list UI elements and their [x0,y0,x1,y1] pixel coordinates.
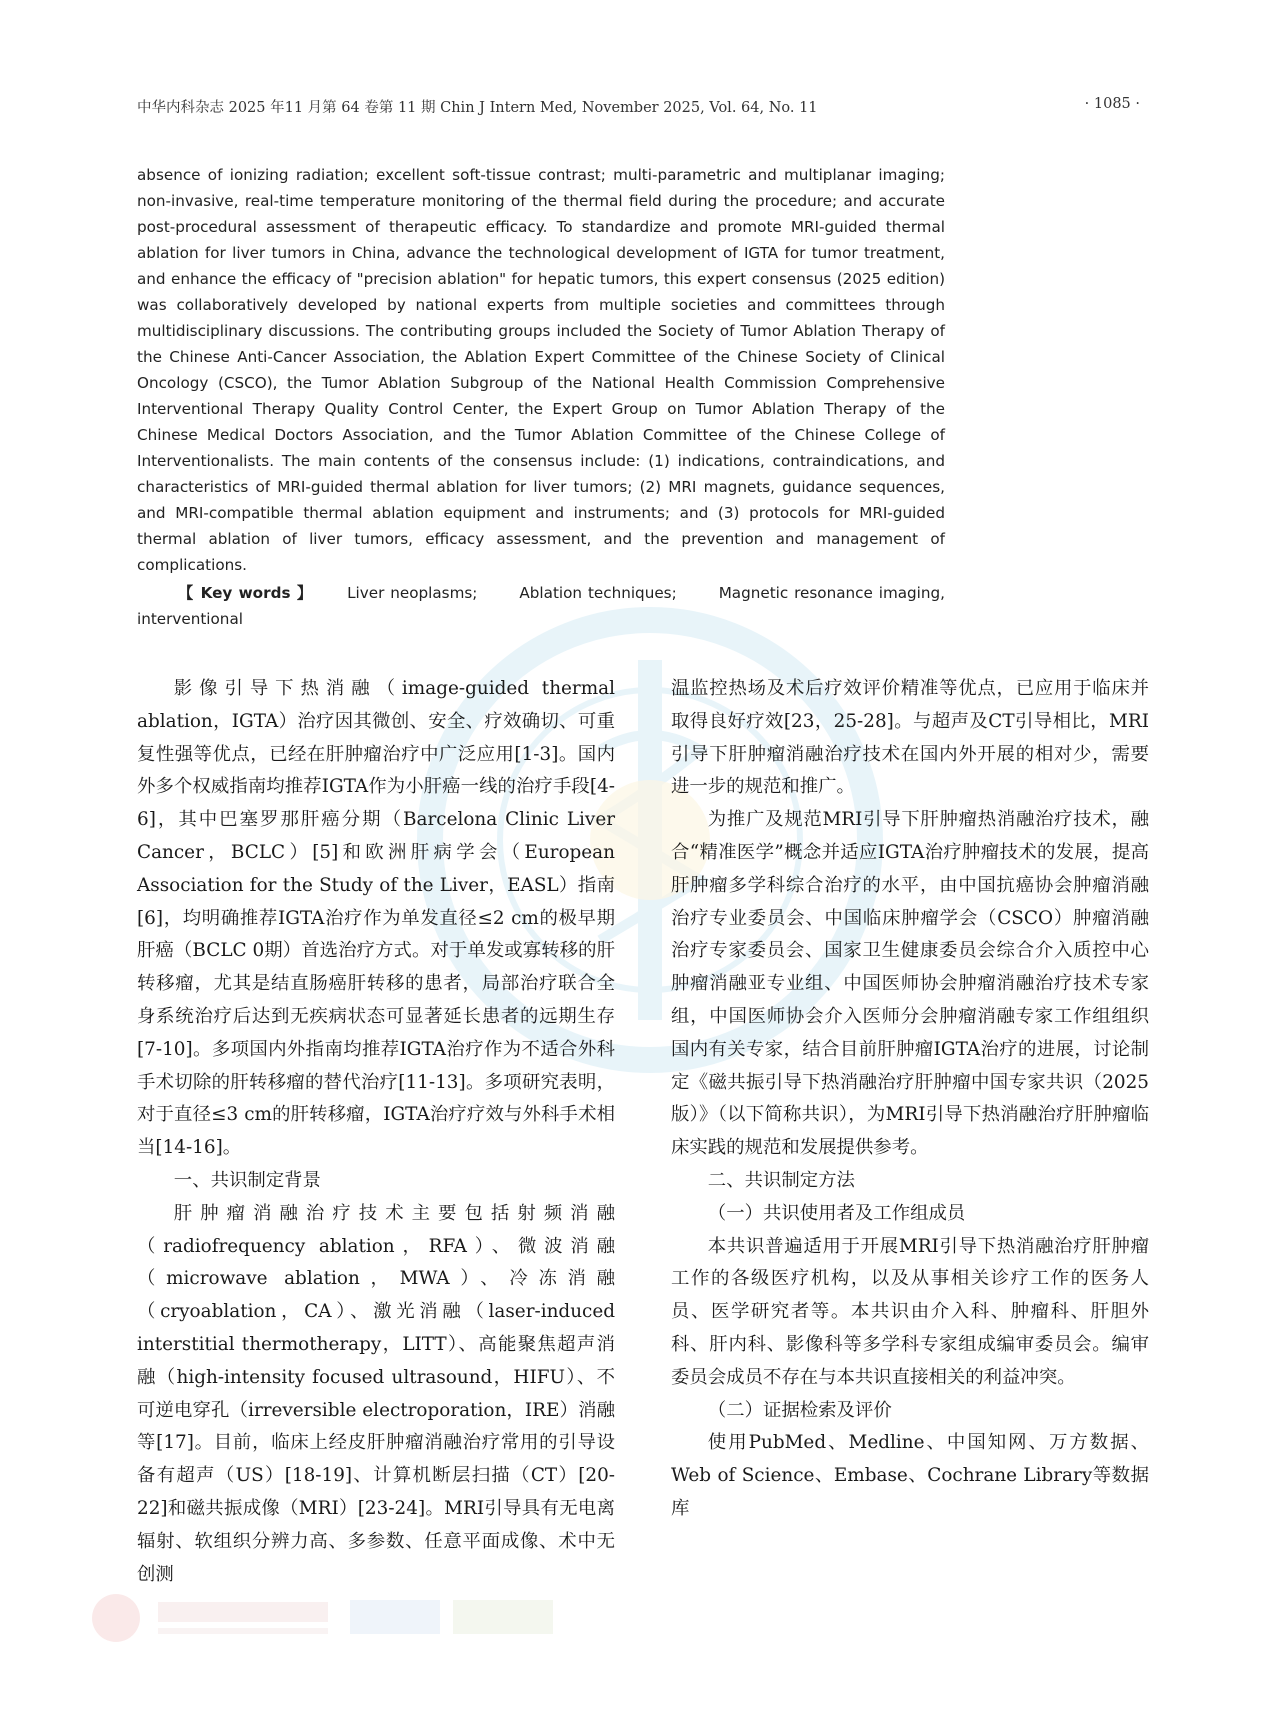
journal-citation: 中华内科杂志 2025 年11 月第 64 卷第 11 期 Chin J Intern Med, November 2025, Vol. 64, No. 11 [137,100,818,116]
section-heading: 二、共识制定方法 [707,1169,855,1191]
body-paragraph: 为推广及规范MRI引导下肝肿瘤热消融治疗技术，融合“精准医学”概念并适应IGTA治疗肿瘤技术的发展，提高肝肿瘤多学科综合治疗的水平，由中国抗癌协会肿瘤消融治疗专业委员会、中国临床肿瘤学会（CSCO）肿瘤消融治疗专家委员会、国家卫生健康委员会综合介入质控中心肿瘤消融亚专业组、中国医师协会肿瘤消融治疗技术专家组，中国医师协会介入医师分会肿瘤消融专家工作组组织国内有关专家，结合目前肝肿瘤IGTA治疗的进展，讨论制定《磁共振引导下热消融治疗肝肿瘤中国专家共识（2025版）》（以下简称共识），为MRI引导下热消融治疗肝肿瘤临床实践的规范和发展提供参考。 [671,809,1149,1159]
body-paragraph: 使用PubMed、Medline、中国知网、万方数据、Web of Science、Embase、Cochrane Library等数据库 [671,1432,1149,1519]
body-paragraph: 温监控热场及术后疗效评价精准等优点，已应用于临床并取得良好疗效[23，25-28]。与超声及CT引导相比，MRI引导下肝肿瘤消融治疗技术在国内外开展的相对少，需要进一步的规范和推广。 [671,678,1149,798]
page-number: · 1085 · [1084,96,1140,112]
keywords-label: 【 Key words 】 [178,584,314,602]
body-column-right [671,673,1149,1526]
body-paragraph: 本共识普遍适用于开展MRI引导下热消融治疗肝肿瘤工作的各级医疗机构，以及从事相关诊疗工作的医务人员、医学研究者等。本共识由介入科、肿瘤科、肝胆外科、肝内科、影像科等多学科专家组成编审委员会。编审委员会成员不存在与本共识直接相关的利益冲突。 [671,1235,1149,1388]
abstract-text: absence of ionizing radiation; excellent soft-tissue contrast; multi-parametric and multiplanar imaging; non-invasive, real-time temperature monitoring of the thermal field during the procedure; and accurate post-procedural assessment of therapeutic efficacy. To standardize and promote MRI-guided thermal ablation for liver tumors in China, advance the technological development of IGTA for tumor treatment, and enhance the efficacy of "precision ablation" for hepatic tumors, this expert consensus (2025 edition) was collaboratively developed by national experts from multiple societies and committees through multidisciplinary discussions. The contributing groups included the Society of Tumor Ablation Therapy of the Chinese Anti-Cancer Association, the Ablation Expert Committee of the Chinese Society of Clinical Oncology (CSCO), the Tumor Ablation Subgroup of the National Health Commission Comprehensive Interventional Therapy Quality Control Center, the Expert Group on Tumor Ablation Therapy of the Chinese Medical Doctors Association, and the Tumor Ablation Committee of the Chinese College of Interventionalists. The main contents of the consensus include: (1) indications, contraindications, and characteristics of MRI-guided thermal ablation for liver tumors; (2) MRI magnets, guidance sequences, and MRI-compatible thermal ablation equipment and instruments; and (3) protocols for MRI-guided thermal ablation of liver tumors, efficacy assessment, and the prevention and management of complications. [137,166,945,574]
keywords [137,580,945,632]
keyword-item: Ablation techniques; [519,584,677,602]
subsection-heading: （二）证据检索及评价 [707,1399,892,1421]
body-paragraph: 影像引导下热消融（image-guided thermal ablation，IGTA）治疗因其微创、安全、疗效确切、可重复性强等优点，已经在肝肿瘤治疗中广泛应用[1-3]。国内外多个权威指南均推荐IGTA作为小肝癌一线的治疗手段[4-6]，其中巴塞罗那肝癌分期（Barcelona Clinic Liver Cancer，BCLC）[5]和欧洲肝病学会（European Association for the Study of the Liver，EASL）指南[6]，均明确推荐IGTA治疗作为单发直径≤2 cm的极早期肝癌（BCLC 0期）首选治疗方式。对于单发或寡转移的肝转移瘤，尤其是结直肠癌肝转移的患者，局部治疗联合全身系统治疗后达到无疾病状态可显著延长患者的远期生存[7-10]。多项国内外指南均推荐IGTA治疗作为不适合外科手术切除的肝转移瘤的替代治疗[11-13]。多项研究表明，对于直径≤3 cm的肝转移瘤，IGTA治疗疗效与外科手术相当[14-16]。 [137,678,615,1159]
section-heading: 一、共识制定背景 [173,1169,321,1191]
publisher-logo-watermark-icon [88,1590,568,1645]
subsection-heading: （一）共识使用者及工作组成员 [707,1202,966,1224]
body-paragraph: 肝肿瘤消融治疗技术主要包括射频消融（radiofrequency ablation，RFA）、微波消融（microwave ablation，MWA）、冷冻消融（cryoablation，CA）、激光消融（laser-induced interstitial thermotherapy，LITT）、高能聚焦超声消融（high-intensity focused ultrasound，HIFU）、不可逆电穿孔（irreversible electroporation，IRE）消融等[17]。目前，临床上经皮肝肿瘤消融治疗常用的引导设备有超声（US）[18-19]、计算机断层扫描（CT）[20-22]和磁共振成像（MRI）[23-24]。MRI引导具有无电离辐射、软组织分辨力高、多参数、任意平面成像、术中无创测 [137,1202,615,1585]
keyword-item: Magnetic resonance imaging, interventional [137,584,946,628]
keyword-item: Liver neoplasms; [347,584,478,602]
body-column-left [137,673,615,1591]
